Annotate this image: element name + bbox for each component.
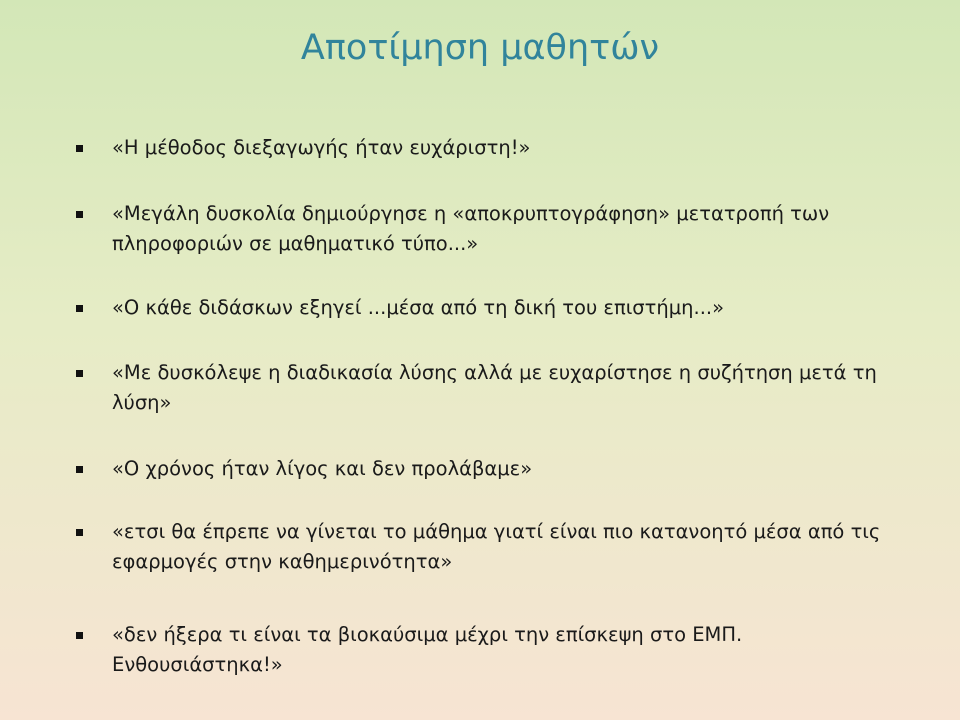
list-item-text: «ετσι θα έπρεπε να γίνεται το μάθημα γιατί είναι πιο κατανοητό μέσα από τις εφαρμογές στην καθημερινότητα»	[112, 520, 881, 573]
list-item-text: «δεν ήξερα τι είναι τα βιοκαύσιμα μέχρι την επίσκεψη στο ΕΜΠ. Ενθουσιάστηκα!»	[112, 623, 743, 676]
list-item-text: «Ο χρόνος ήταν λίγος και δεν προλάβαμε»	[112, 457, 533, 480]
square-bullet-icon	[76, 305, 83, 312]
list-item-text: «Μεγάλη δυσκολία δημιούργησε η «αποκρυπτογράφηση» μετατροπή των πληροφοριών σε μαθηματικό τύπο...»	[112, 202, 830, 255]
list-item	[72, 517, 892, 577]
square-bullet-icon	[76, 211, 83, 218]
list-item	[72, 358, 892, 418]
list-item	[72, 133, 892, 163]
list-item-text: «Με δυσκόλεψε η διαδικασία λύσης αλλά με ευχαρίστησε η συζήτηση μετά τη λύση»	[112, 361, 877, 414]
square-bullet-icon	[76, 529, 83, 536]
square-bullet-icon	[76, 466, 83, 473]
square-bullet-icon	[76, 632, 83, 639]
list-item-text: «Η μέθοδος διεξαγωγής ήταν ευχάριστη!»	[112, 136, 531, 159]
list-item	[72, 620, 892, 680]
list-item	[72, 454, 892, 484]
square-bullet-icon	[76, 370, 83, 377]
list-item	[72, 199, 892, 259]
list-item	[72, 293, 892, 323]
square-bullet-icon	[76, 145, 83, 152]
list-item-text: «Ο κάθε διδάσκων εξηγεί ...μέσα από τη δική του επιστήμη...»	[112, 296, 725, 319]
slide-title: Αποτίμηση μαθητών	[300, 28, 660, 68]
